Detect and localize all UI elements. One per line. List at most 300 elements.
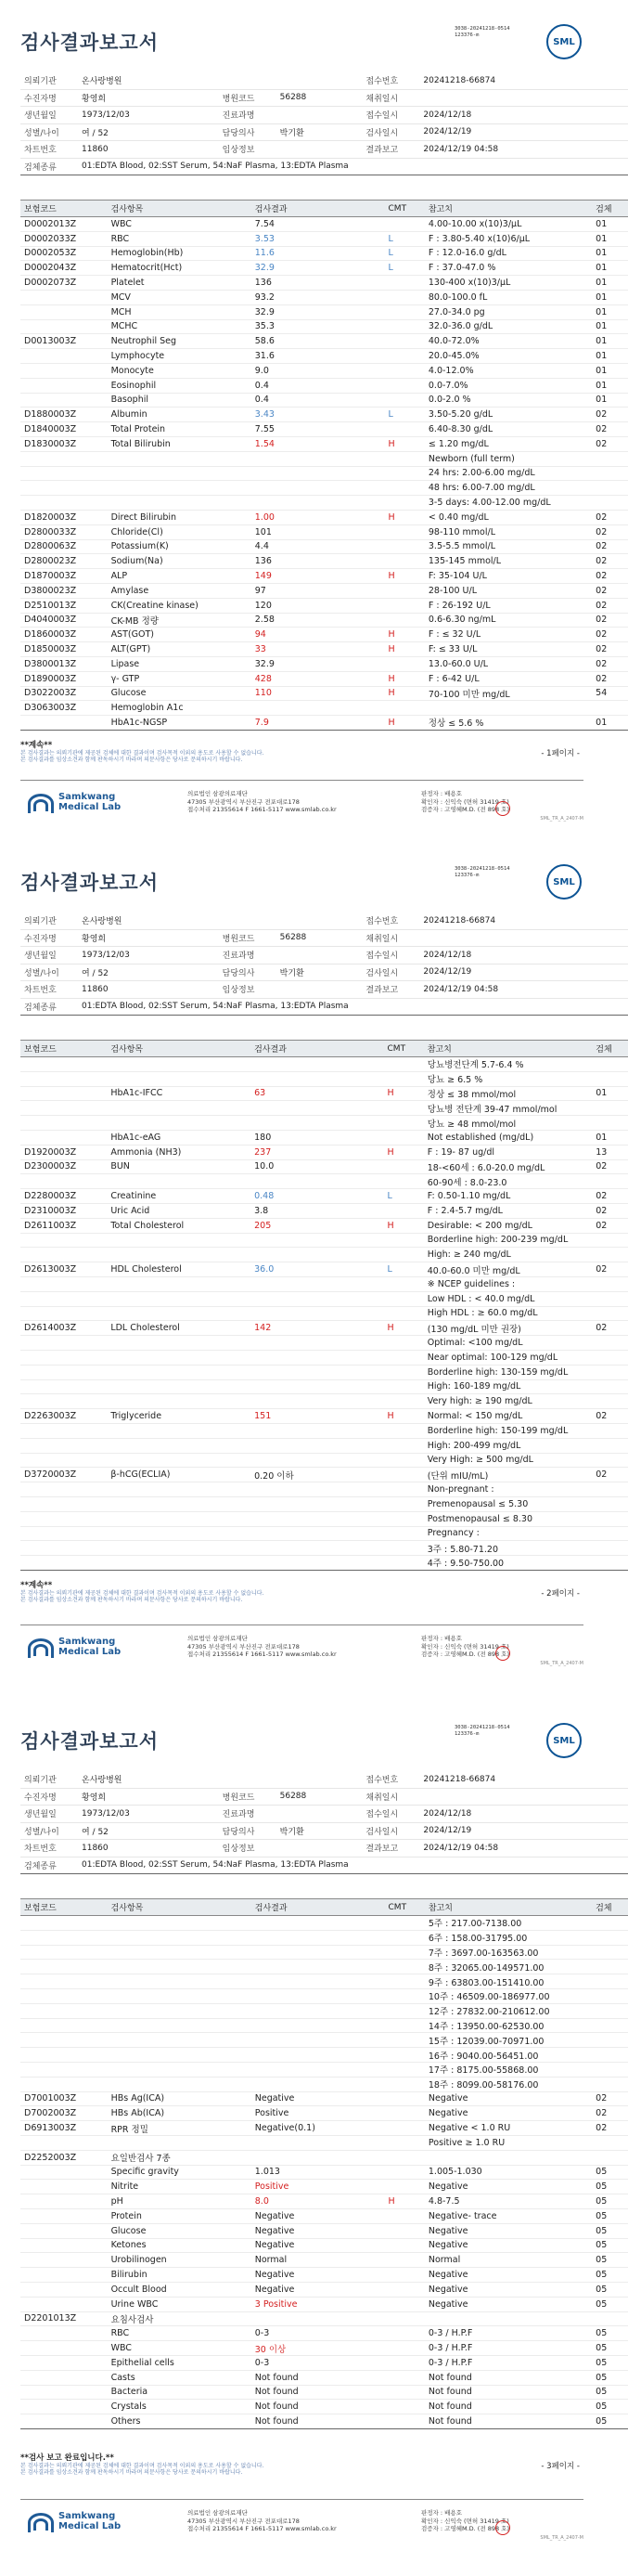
- cmt-flag: [384, 1101, 424, 1116]
- test-result: Negative: [251, 2238, 385, 2253]
- test-item: [107, 1306, 250, 1321]
- cmt-flag: [385, 2048, 425, 2063]
- test-result: [251, 451, 385, 466]
- result-row: [20, 319, 628, 334]
- test-item: Glucose: [108, 2223, 251, 2238]
- result-row: [20, 1482, 628, 1497]
- page-number-2: - 2페이지 -: [541, 1589, 580, 1599]
- insurance-code: [20, 1541, 107, 1556]
- cmt-flag: [385, 1974, 425, 1989]
- specimen-code: 02: [592, 1409, 628, 1424]
- cmt-flag: [385, 2121, 425, 2136]
- insurance-code: D1840003Z: [20, 422, 108, 437]
- insurance-code: [20, 496, 108, 511]
- cmt-flag: [385, 1988, 425, 2003]
- patient-info-table: 의뢰기관 온사랑병원 접수번호 20241218-66874 수진자명 황영희 병원코드 56288 채취일시 생년월일 1973/12/03 진료과명 접수일시 2024/12/18 성별/나이 여 / 52 담당의사 박기환 검사일시 2024/12/19 차트번호 11860 임상정보 결과보고 2024/12/19 04:58 검체종류 01:EDTA Blood, 02:SST Serum, 54:NaF Plasma, 13:EDTA Plasma: [20, 913, 628, 1016]
- seal-stamp-icon: [495, 1646, 510, 1661]
- test-result: [251, 496, 385, 511]
- test-item: [108, 466, 251, 481]
- cmt-flag: [385, 2180, 425, 2194]
- cmt-flag: [385, 2282, 425, 2297]
- result-row: [20, 1101, 628, 1116]
- reference-range: 당뇨 ≥ 48 mmol/mol: [424, 1116, 593, 1131]
- insurance-code: D2800023Z: [20, 554, 108, 569]
- result-row: [20, 510, 628, 524]
- result-row: [20, 466, 628, 481]
- specimen-types: 01:EDTA Blood, 02:SST Serum, 54:NaF Plasma, 13:EDTA Plasma: [78, 158, 628, 175]
- cmt-flag: [384, 1496, 424, 1511]
- specimen-code: 05: [592, 2370, 628, 2385]
- test-item: ALP: [108, 569, 251, 584]
- test-result: [250, 1057, 383, 1072]
- test-item: Lymphocyte: [108, 349, 251, 364]
- reference-range: Normal: < 150 mg/dL: [424, 1409, 593, 1424]
- insurance-code: D0002013Z: [20, 217, 108, 232]
- specimen-code: [592, 496, 628, 511]
- specimen-code: 02: [592, 628, 628, 642]
- specimen-code: 02: [592, 1203, 628, 1218]
- test-result: [251, 1945, 385, 1960]
- specimen-code: 01: [592, 334, 628, 349]
- test-item: RBC: [108, 2326, 251, 2341]
- cmt-flag: [385, 363, 425, 378]
- test-item: Total Bilirubin: [108, 436, 251, 451]
- insurance-code: [20, 1379, 107, 1394]
- insurance-code: D2310003Z: [20, 1203, 107, 1218]
- sml-logo-icon: SML: [546, 24, 582, 59]
- test-item: [108, 496, 251, 511]
- cmt-flag: [385, 2355, 425, 2370]
- specimen-code: 05: [592, 2268, 628, 2283]
- reference-range: 7주 : 3697.00-163563.00: [425, 1945, 592, 1960]
- reference-range: 28-100 U/L: [425, 583, 592, 598]
- test-result: Negative(0.1): [251, 2121, 385, 2136]
- cmt-flag: [385, 2311, 425, 2326]
- test-result: [251, 1960, 385, 1974]
- test-result: 11.6: [251, 246, 385, 261]
- test-item: HbA1c-IFCC: [107, 1086, 250, 1101]
- test-item: HBs Ab(ICA): [108, 2106, 251, 2121]
- insurance-code: D2280003Z: [20, 1189, 107, 1204]
- patient-info-table: 의뢰기관 온사랑병원 접수번호 20241218-66874 수진자명 황영희 병원코드 56288 채취일시 생년월일 1973/12/03 진료과명 접수일시 2024/12/18 성별/나이 여 / 52 담당의사 박기환 검사일시 2024/12/19 차트번호 11860 임상정보 결과보고 2024/12/19 04:58 검체종류 01:EDTA Blood, 02:SST Serum, 54:NaF Plasma, 13:EDTA Plasma: [20, 72, 628, 175]
- result-row: [20, 613, 628, 628]
- insurance-code: D1890003Z: [20, 671, 108, 686]
- reference-range: 135-145 mmol/L: [425, 554, 592, 569]
- specimen-code: [592, 1541, 628, 1556]
- insurance-code: D2800063Z: [20, 539, 108, 554]
- insurance-code: [20, 2355, 108, 2370]
- reference-range: 6.40-8.30 g/dL: [425, 422, 592, 437]
- test-item: MCV: [108, 290, 251, 304]
- insurance-code: [20, 2135, 108, 2150]
- specimen-code: 05: [592, 2194, 628, 2209]
- insurance-code: [20, 2326, 108, 2341]
- cmt-flag: [385, 2033, 425, 2048]
- result-row: [20, 2033, 628, 2048]
- result-row: [20, 642, 628, 657]
- specimen-code: [592, 1988, 628, 2003]
- test-item: Chloride(Cl): [108, 524, 251, 539]
- reference-range: 3.50-5.20 g/dL: [425, 408, 592, 422]
- test-result: [250, 1541, 383, 1556]
- test-item: [107, 1336, 250, 1351]
- reference-range: 40.0-72.0%: [425, 334, 592, 349]
- insurance-code: D4040003Z: [20, 613, 108, 628]
- cmt-flag: [384, 1071, 424, 1086]
- reference-range: Postmenopausal ≤ 8.30: [424, 1511, 593, 1526]
- cmt-flag: [385, 451, 425, 466]
- reference-range: F : 12.0-16.0 g/dL: [425, 246, 592, 261]
- cmt-flag: [385, 496, 425, 511]
- test-result: [251, 701, 385, 716]
- reference-range: 130-400 x(10)3/μL: [425, 276, 592, 291]
- test-result: 10.0: [250, 1159, 383, 1174]
- specimen-code: 02: [592, 422, 628, 437]
- test-item: MCHC: [108, 319, 251, 334]
- test-item: 요일반검사 7종: [108, 2150, 251, 2165]
- specimen-code: [592, 701, 628, 716]
- specimen-code: 05: [592, 2165, 628, 2180]
- cmt-flag: [385, 319, 425, 334]
- specimen-code: [592, 1336, 628, 1351]
- test-result: 9.0: [251, 363, 385, 378]
- test-result: 32.9: [251, 656, 385, 671]
- reference-range: F: 35-104 U/L: [425, 569, 592, 584]
- insurance-code: [20, 2003, 108, 2018]
- reference-range: Very high: ≥ 190 mg/dL: [424, 1394, 593, 1409]
- insurance-code: [20, 2341, 108, 2356]
- test-result: 3.8: [250, 1203, 383, 1218]
- test-result: 7.55: [251, 422, 385, 437]
- specimen-code: [592, 1423, 628, 1438]
- reference-range: Newborn (full term): [425, 451, 592, 466]
- reference-range: Negative- trace: [425, 2208, 592, 2223]
- specimen-code: [592, 1916, 628, 1931]
- test-result: Not found: [251, 2400, 385, 2414]
- result-row: [20, 598, 628, 613]
- specimen-code: 02: [592, 1468, 628, 1482]
- specimen-code: [592, 1101, 628, 1116]
- specimen-code: 02: [592, 436, 628, 451]
- reference-range: F : 6-42 U/L: [425, 671, 592, 686]
- test-result: 151: [250, 1409, 383, 1424]
- specimen-code: 01: [592, 1130, 628, 1145]
- cmt-flag: [384, 1248, 424, 1262]
- test-item: [108, 2033, 251, 2048]
- cmt-flag: [384, 1556, 424, 1571]
- cmt-flag: H: [385, 569, 425, 584]
- reference-range: 0-3 / H.P.F: [425, 2341, 592, 2356]
- sml-logo-icon: SML: [546, 864, 582, 900]
- cmt-flag: H: [385, 2194, 425, 2209]
- test-item: [108, 2018, 251, 2033]
- specimen-code: [592, 2062, 628, 2077]
- cmt-flag: H: [384, 1218, 424, 1233]
- insurance-code: D7001003Z: [20, 2091, 108, 2106]
- cmt-flag: [385, 2106, 425, 2121]
- test-item: [107, 1453, 250, 1468]
- cmt-flag: [384, 1350, 424, 1365]
- result-row: [20, 2003, 628, 2018]
- result-row: [20, 1159, 628, 1174]
- reference-range: 80.0-100.0 fL: [425, 290, 592, 304]
- reference-range: Not found: [425, 2370, 592, 2385]
- test-item: WBC: [108, 217, 251, 232]
- cmt-flag: [385, 2370, 425, 2385]
- insurance-code: [20, 2282, 108, 2297]
- reference-range: 9주 : 63803.00-151410.00: [425, 1974, 592, 1989]
- reference-range: 20.0-45.0%: [425, 349, 592, 364]
- reference-range: Negative: [425, 2238, 592, 2253]
- result-row: [20, 246, 628, 261]
- test-result: [250, 1291, 383, 1306]
- specimen-code: [592, 1174, 628, 1189]
- test-result: 3 Positive: [251, 2297, 385, 2311]
- reference-range: F : ≤ 32 U/L: [425, 628, 592, 642]
- results-table-page-1: 보험코드 검사항목 검사결과 CMT 참고치 검체 D0002013Z WBC 7.54 4.00-10.00 x(10)3/μL 01 D0002033Z RBC 3.53 L F : 3.80-5.40 x(10)6/μL 01 D0002053Z Hemoglobin(Hb) 11.6 L F : 12.0-16.0 g/dL 01 D0002043Z Hematocrit(Hct) 32.9 L F : 37.0-47.0 % 01 D0002073Z Platelet 136 130-400 x(10)3/μL 01 MCV 93.2 80.0-100.0 fL 01 MCH 32.9 27.0-34.0 pg 01 MCHC 35.3 32.0-36.0 g/dL 01 D0013003Z Neutrophil Seg 58.6 40.0-72.0% 01 Lymphocyte 31.6 20.0-45.0% 01 Monocyte 9.0 4.0-12.0% 01 Eosinophil 0.4 0.0-7.0% 01 Basophil 0.4 0.0-2.0 % 01 D1880003Z Albumin 3.43 L 3.50-5.20 g/dL 02 D1840003Z Total Protein 7.55 6.40-8.30 g/dL 02 D1830003Z Total Bilirubin 1.54 H ≤ 1.20 mg/dL 02 Newborn (full term) 24 hrs: 2.00-6.00 mg/dL 48 hrs: 6.00-7.00 mg/dL 3-5 days: 4.00-12.00 mg/dL D1820003Z Direct Bilirubin 1.00 H < 0.40 mg/dL 02 D2800033Z Chloride(Cl) 101 98-110 mmol/L 02 D2800063Z Potassium(K) 4.4 3.5-5.5 mmol/L 02 D2800023Z Sodium(Na) 136 135-145 mmol/L 02 D1870003Z ALP 149 H F: 35-104 U/L 02 D3800023Z Amylase 97 28-100 U/L 02 D2510013Z CK(Creatine kinase) 120 F : 26-192 U/L 02 D4040003Z CK-MB 정량 2.58 0.6-6.30 ng/mL 02 D1860003Z AST(GOT) 94 H F : ≤ 32 U/L 02 D1850003Z ALT(GPT) 33 H F: ≤ 33 U/L 02 D3800013Z Lipase 32.9 13.0-60.0 U/L 02 D1890003Z γ- GTP 428 H F : 6-42 U/L 02 D3022003Z Glucose 110 H 70-100 미만 mg/dL 54 D3063003Z Hemoglobin A1c HbA1c-NGSP 7.9 H 정상 ≤ 5.6 % 01: [20, 200, 628, 731]
- result-row: [20, 2414, 628, 2429]
- reference-range: Negative: [425, 2180, 592, 2194]
- reference-range: 17주 : 8175.00-55868.00: [425, 2062, 592, 2077]
- specimen-code: 02: [592, 1159, 628, 1174]
- specimen-code: 05: [592, 2297, 628, 2311]
- specimen-code: [592, 1930, 628, 1945]
- insurance-code: [20, 481, 108, 496]
- footer-page-1: Samkwang Medical Lab 의료법인 삼광의료재단 47305 부산광역시 부산진구 전포대로178 접수처리 21355614 F 1661-5117 www.smlab.co.kr 판정자 : 배용호 확인자 : 신익숙 (면허 31419 호) 검증자 : 고영혜M.D. (전 898 호) SML_TR_A_2407-M: [20, 780, 583, 823]
- specimen-code: [592, 1511, 628, 1526]
- test-result: [251, 1916, 385, 1931]
- insurance-code: [20, 363, 108, 378]
- result-row: [20, 2223, 628, 2238]
- specimen-code: 02: [592, 554, 628, 569]
- insurance-code: [20, 716, 108, 731]
- insurance-code: [20, 304, 108, 319]
- insurance-code: D3800023Z: [20, 583, 108, 598]
- specimen-code: [592, 2033, 628, 2048]
- cmt-flag: [385, 2018, 425, 2033]
- result-row: [20, 583, 628, 598]
- test-result: [250, 1116, 383, 1131]
- cmt-flag: [385, 656, 425, 671]
- reference-range: 3-5 days: 4.00-12.00 mg/dL: [425, 496, 592, 511]
- result-row: [20, 1174, 628, 1189]
- specimen-code: [592, 1960, 628, 1974]
- result-row: [20, 422, 628, 437]
- cmt-flag: [385, 422, 425, 437]
- result-row: [20, 2238, 628, 2253]
- cmt-flag: L: [385, 408, 425, 422]
- specimen-code: 05: [592, 2238, 628, 2253]
- test-result: [250, 1336, 383, 1351]
- result-row: [20, 2341, 628, 2356]
- specimen-code: [592, 2077, 628, 2091]
- cmt-flag: [385, 2414, 425, 2429]
- test-item: RPR 정밀: [108, 2121, 251, 2136]
- test-result: Negative: [251, 2282, 385, 2297]
- cmt-flag: [385, 2341, 425, 2356]
- reference-range: ≤ 1.20 mg/dL: [425, 436, 592, 451]
- samkwang-logo-icon: Samkwang Medical Lab: [28, 792, 121, 812]
- specimen-code: [592, 2150, 628, 2165]
- test-item: RBC: [108, 231, 251, 246]
- insurance-code: [20, 1945, 108, 1960]
- test-item: WBC: [108, 2341, 251, 2356]
- reference-range: 4주 : 9.50-750.00: [424, 1556, 593, 1571]
- test-result: [250, 1482, 383, 1497]
- insurance-code: D2300003Z: [20, 1159, 107, 1174]
- test-result: [250, 1248, 383, 1262]
- cmt-flag: [385, 2238, 425, 2253]
- specimen-code: [592, 2311, 628, 2326]
- seal-stamp-icon: [495, 801, 510, 816]
- result-row: [20, 686, 628, 701]
- test-item: [107, 1350, 250, 1365]
- reference-range: Negative: [425, 2268, 592, 2283]
- result-row: [20, 1321, 628, 1336]
- result-row: [20, 2355, 628, 2370]
- test-result: [250, 1453, 383, 1468]
- specimen-code: 02: [592, 1189, 628, 1204]
- test-result: 0.4: [251, 393, 385, 408]
- reference-range: [425, 2311, 592, 2326]
- result-row: [20, 393, 628, 408]
- test-item: LDL Cholesterol: [107, 1321, 250, 1336]
- insurance-code: [20, 378, 108, 393]
- test-result: [250, 1394, 383, 1409]
- cmt-flag: [385, 1960, 425, 1974]
- reference-range: Negative: [425, 2106, 592, 2121]
- insurance-code: [20, 393, 108, 408]
- specimen-code: 01: [592, 304, 628, 319]
- test-result: [250, 1233, 383, 1248]
- insurance-code: [20, 1306, 107, 1321]
- insurance-code: D0013003Z: [20, 334, 108, 349]
- result-row: [20, 408, 628, 422]
- insurance-code: [20, 1988, 108, 2003]
- test-result: 31.6: [251, 349, 385, 364]
- cmt-flag: [385, 466, 425, 481]
- cmt-flag: [385, 393, 425, 408]
- insurance-code: [20, 1438, 107, 1453]
- specimen-code: 02: [592, 1321, 628, 1336]
- specimen-code: 05: [592, 2208, 628, 2223]
- test-result: Negative: [251, 2268, 385, 2283]
- test-item: Sodium(Na): [108, 554, 251, 569]
- specimen-code: 02: [592, 598, 628, 613]
- test-result: 1.013: [251, 2165, 385, 2180]
- test-item: [108, 1988, 251, 2003]
- insurance-code: [20, 1482, 107, 1497]
- specimen-code: [592, 1116, 628, 1131]
- insurance-code: [20, 1365, 107, 1379]
- insurance-code: [20, 349, 108, 364]
- insurance-code: D1820003Z: [20, 510, 108, 524]
- cmt-flag: L: [385, 261, 425, 276]
- result-row: [20, 1071, 628, 1086]
- test-result: 97: [251, 583, 385, 598]
- insurance-code: [20, 1423, 107, 1438]
- reference-range: Negative: [425, 2223, 592, 2238]
- result-row: [20, 2311, 628, 2326]
- insurance-code: [20, 451, 108, 466]
- reference-range: Normal: [425, 2253, 592, 2268]
- reference-range: Very High: ≥ 500 mg/dL: [424, 1453, 593, 1468]
- specimen-code: 05: [592, 2341, 628, 2356]
- result-row: [20, 1916, 628, 1931]
- test-result: [251, 1974, 385, 1989]
- cmt-flag: H: [385, 510, 425, 524]
- sml-logo-icon: SML: [546, 1723, 582, 1758]
- reference-range: 0.0-7.0%: [425, 378, 592, 393]
- cmt-flag: [385, 2003, 425, 2018]
- specimen-code: 01: [592, 276, 628, 291]
- insurance-code: [20, 2165, 108, 2180]
- insurance-code: [20, 2414, 108, 2429]
- specimen-code: 02: [592, 569, 628, 584]
- insurance-code: [20, 1526, 107, 1541]
- specimen-code: [592, 1071, 628, 1086]
- report-page-1: [0, 0, 612, 840]
- reference-range: Negative: [425, 2282, 592, 2297]
- insurance-code: [20, 1233, 107, 1248]
- insurance-code: [20, 1394, 107, 1409]
- results-table-page-2: 보험코드 검사항목 검사결과 CMT 참고치 검체 당뇨병전단계 5.7-6.4 % 당뇨 ≥ 6.5 % HbA1c-IFCC 63 H 정상 ≤ 38 mmol/mol 01 당뇨병 전단계 39-47 mmol/mol 당뇨 ≥ 48 mmol/mol HbA1c-eAG 180 Not established (mg/dL) 01 D1920003Z Ammonia (NH3) 237 H F : 19- 87 ug/dl 13 D2300003Z BUN 10.0 18-<60세 : 6.0-20.0 mg/dL 02 60-90세 : 8.0-23.0 D2280003Z Creatinine 0.48 L F: 0.50-1.10 mg/dL 02 D2310003Z Uric Acid 3.8 F : 2.4-5.7 mg/dL 02 D2611003Z Total Cholesterol 205 H Desirable: < 200 mg/dL 02 Borderline high: 200-239 mg/dL High: ≥ 240 mg/dL D2613003Z HDL Cholesterol 36.0 L 40.0-60.0 미만 mg/dL 02 ※ NCEP guidelines : Low HDL : < 40.0 mg/dL High HDL : ≥ 60.0 mg/dL D2614003Z LDL Cholesterol 142 H (130 mg/dL 미만 권장) 02 Optimal: <100 mg/dL Near optimal: 100-129 mg/dL Borderline high: 130-159 mg/dL High: 160-189 mg/dL Very high: ≥ 190 mg/dL D2263003Z Triglyceride 151 H Normal: < 150 mg/dL 02 Borderline high: 150-199 mg/dL High: 200-499 mg/dL Very High: ≥ 500 mg/dL D3720003Z β-hCG(ECLIA) 0.20 이하 (단위 mIU/mL) 02 Non-pregnant : Premenopausal ≤ 5.30 Postmenopausal ≤ 8.30 Pregnancy : 3주 : 5.80-71.20 4주 : 9.50-750.00: [20, 1040, 628, 1571]
- specimen-code: 01: [592, 217, 628, 232]
- reference-range: 4.0-12.0%: [425, 363, 592, 378]
- test-result: [250, 1306, 383, 1321]
- cmt-flag: [385, 349, 425, 364]
- cmt-flag: [384, 1468, 424, 1482]
- test-item: HBs Ag(ICA): [108, 2091, 251, 2106]
- specimen-code: [592, 2018, 628, 2033]
- test-item: Hemoglobin A1c: [108, 701, 251, 716]
- insurance-code: [20, 1116, 107, 1131]
- test-item: pH: [108, 2194, 251, 2209]
- reference-range: [425, 701, 592, 716]
- specimen-code: 05: [592, 2180, 628, 2194]
- reference-range: Low HDL : < 40.0 mg/dL: [424, 1291, 593, 1306]
- reference-range: Negative < 1.0 RU: [425, 2121, 592, 2136]
- insurance-code: D6913003Z: [20, 2121, 108, 2136]
- specimen-code: 02: [592, 583, 628, 598]
- insurance-code: [20, 1930, 108, 1945]
- insurance-code: D0002043Z: [20, 261, 108, 276]
- specimen-code: [592, 2048, 628, 2063]
- result-row: [20, 1336, 628, 1351]
- result-row: [20, 2048, 628, 2063]
- specimen-code: [592, 1365, 628, 1379]
- footer-page-3: Samkwang Medical Lab 의료법인 삼광의료재단 47305 부산광역시 부산진구 전포대로178 접수처리 21355614 F 1661-5117 www.smlab.co.kr 판정자 : 배용호 확인자 : 신익숙 (면허 31419 호) 검증자 : 고영혜M.D. (전 898 호) SML_TR_A_2407-M: [20, 2499, 583, 2543]
- test-item: Epithelial cells: [108, 2355, 251, 2370]
- test-result: 428: [251, 671, 385, 686]
- cmt-flag: H: [385, 671, 425, 686]
- cmt-flag: [384, 1541, 424, 1556]
- reference-range: Optimal: <100 mg/dL: [424, 1336, 593, 1351]
- reference-range: < 0.40 mg/dL: [425, 510, 592, 524]
- reference-range: [425, 2150, 592, 2165]
- reference-range: 당뇨병전단계 5.7-6.4 %: [424, 1057, 593, 1072]
- insurance-code: [20, 1174, 107, 1189]
- cmt-flag: [384, 1233, 424, 1248]
- test-result: 0-3: [251, 2326, 385, 2341]
- test-item: Eosinophil: [108, 378, 251, 393]
- specimen-code: 02: [592, 642, 628, 657]
- test-item: Hemoglobin(Hb): [108, 246, 251, 261]
- test-item: Urobilinogen: [108, 2253, 251, 2268]
- test-item: Albumin: [108, 408, 251, 422]
- cmt-flag: [385, 2165, 425, 2180]
- test-item: [108, 1960, 251, 1974]
